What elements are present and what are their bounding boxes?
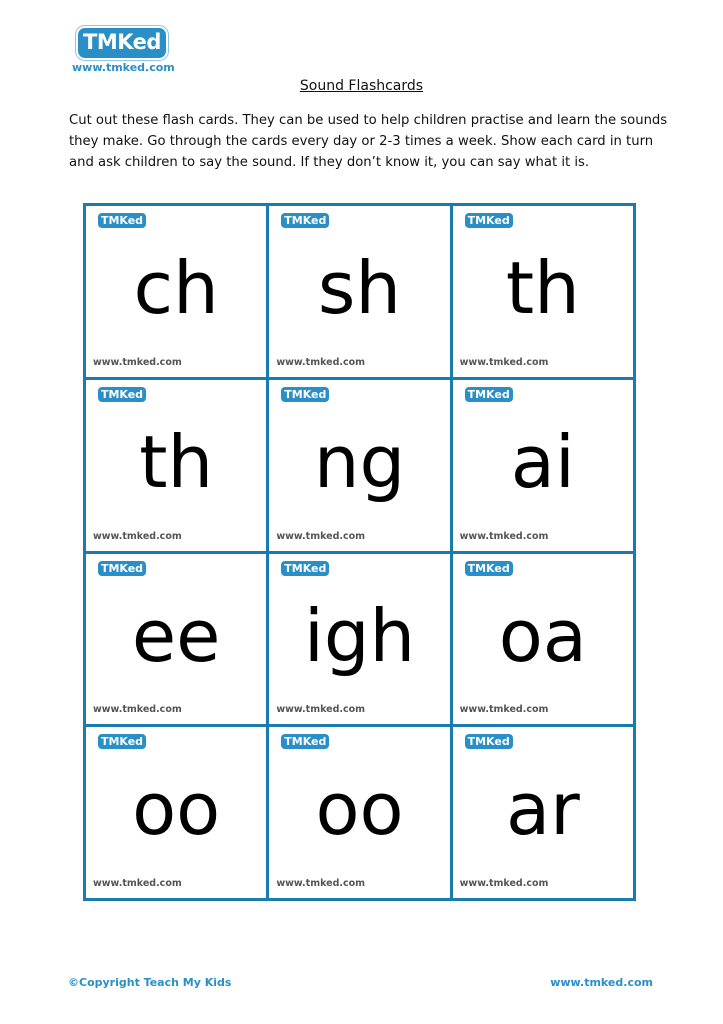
card-sound: ai — [510, 419, 575, 504]
card-sound: ch — [133, 246, 219, 330]
flashcard — [453, 554, 633, 725]
logo-text: TMKed — [83, 30, 161, 54]
card-sound: th — [139, 419, 214, 504]
page-title: Sound Flashcards — [299, 78, 424, 94]
card-url: www.tmked.com — [93, 356, 182, 368]
card-logo-text: TMKed — [467, 561, 510, 575]
flashcard — [86, 380, 266, 551]
card-sound: igh — [303, 593, 416, 678]
card-logo — [465, 387, 513, 402]
tmked-logo — [78, 28, 166, 58]
card-url: www.tmked.com — [459, 704, 549, 716]
card-url: www.tmked.com — [93, 530, 182, 542]
card-logo-text: TMKed — [100, 735, 144, 749]
card-logo-text: TMKed — [100, 561, 144, 575]
card-logo-text: TMKed — [100, 214, 144, 227]
card-url: www.tmked.com — [276, 530, 366, 542]
flashcard — [86, 206, 266, 377]
card-sound: ng — [313, 419, 406, 504]
card-logo-text: TMKed — [284, 387, 327, 401]
flashcard — [86, 727, 266, 898]
card-url: www.tmked.com — [459, 878, 549, 889]
card-url: www.tmked.com — [459, 356, 549, 368]
flashcard-grid — [83, 203, 636, 901]
card-logo-text: TMKed — [284, 561, 327, 575]
card-sound: oa — [498, 593, 587, 678]
flashcard — [269, 727, 449, 898]
card-url: www.tmked.com — [459, 530, 549, 542]
card-logo — [281, 387, 329, 402]
flashcard — [269, 380, 449, 551]
flashcard — [269, 206, 449, 377]
card-logo — [98, 734, 146, 749]
flashcard — [453, 206, 633, 377]
card-logo-text: TMKed — [467, 214, 510, 227]
intro-paragraph: Cut out these flash cards. They can be used to help children practise and learn the sounds they make. Go through the cards every day or 2-3 times a week. Show each card in turn and ask children to say the sound. If they don’t know it, you can say what it is. — [69, 113, 668, 170]
card-sound: oo — [315, 767, 404, 852]
footer-copyright: ©Copyright Teach My Kids — [68, 976, 232, 989]
card-logo — [465, 213, 513, 228]
card-logo-text: TMKed — [284, 214, 327, 227]
card-logo-text: TMKed — [467, 735, 510, 749]
flashcard — [269, 554, 449, 725]
card-logo — [281, 734, 329, 749]
card-sound: sh — [317, 246, 402, 330]
card-url: www.tmked.com — [276, 356, 366, 368]
card-logo-text: TMKed — [284, 735, 327, 749]
card-logo-text: TMKed — [100, 387, 144, 401]
card-logo — [98, 561, 146, 576]
card-logo — [98, 213, 146, 228]
footer-site-url[interactable]: www.tmked.com — [550, 976, 653, 989]
site-url-link[interactable]: www.tmked.com — [72, 61, 175, 74]
card-logo-text: TMKed — [467, 387, 510, 401]
flashcard — [86, 554, 266, 725]
card-logo — [98, 387, 146, 402]
flashcard — [453, 727, 633, 898]
card-logo — [465, 734, 513, 749]
card-sound: ar — [505, 767, 580, 852]
card-sound: th — [505, 246, 580, 330]
card-url: www.tmked.com — [276, 704, 366, 716]
card-url: www.tmked.com — [276, 878, 366, 889]
flashcard — [453, 380, 633, 551]
card-logo — [281, 561, 329, 576]
card-url: www.tmked.com — [93, 704, 182, 716]
card-sound: oo — [132, 767, 221, 852]
card-logo — [281, 213, 329, 228]
card-sound: ee — [131, 593, 221, 678]
card-url: www.tmked.com — [93, 878, 182, 889]
card-logo — [465, 561, 513, 576]
